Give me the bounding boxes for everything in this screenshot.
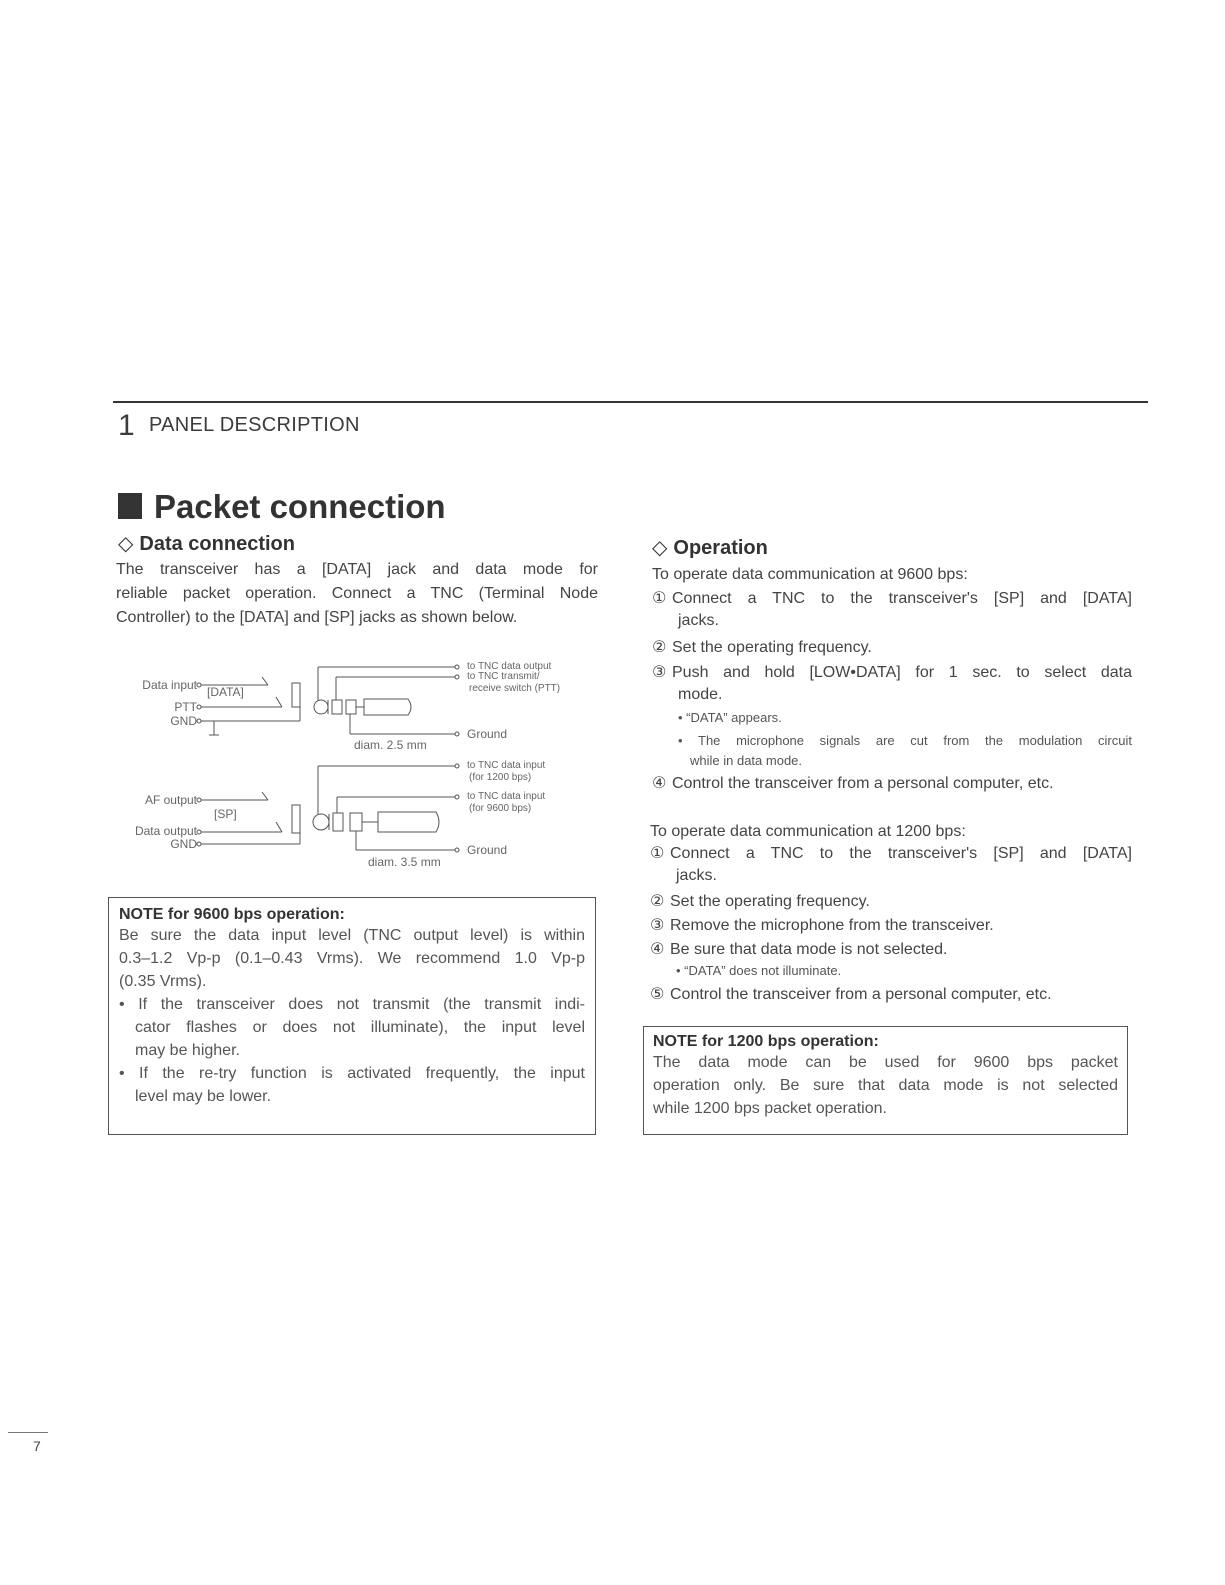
note-9600-line: Be sure the data input level (TNC output level) is within xyxy=(119,927,585,944)
note-9600-line: (0.35 Vrms). xyxy=(119,973,207,990)
diagram-plug-label: diam. 3.5 mm xyxy=(368,855,441,869)
diagram-plug-label: diam. 2.5 mm xyxy=(354,738,427,752)
diagram-label: (for 9600 bps) xyxy=(469,803,532,814)
diagram-label: GND xyxy=(170,837,197,851)
section-title-text: Packet connection xyxy=(154,488,446,525)
diamond-icon: ◇ xyxy=(118,533,134,555)
page-number-rule xyxy=(8,1432,48,1433)
note-9600-bullet: may be higher. xyxy=(135,1042,240,1059)
chapter-heading xyxy=(118,409,360,443)
diagram-label: Data input xyxy=(142,678,197,692)
step-item-cont: jacks. xyxy=(676,867,717,884)
step-item: ② Set the operating frequency. xyxy=(652,639,872,656)
note-9600-bullet: cator flashes or does not illuminate), the input level xyxy=(135,1019,585,1036)
page-number: 7 xyxy=(33,1438,41,1454)
para-line: The transceiver has a [DATA] jack and data mode for xyxy=(116,561,598,578)
para-line: Controller) to the [DATA] and [SP] jacks as shown below. xyxy=(116,609,518,626)
diagram-jack-label: [SP] xyxy=(214,807,237,821)
note-9600-title: NOTE for 9600 bps operation: xyxy=(119,906,345,923)
step-item: ① Connect a TNC to the transceiver's [SP] and [DATA] xyxy=(650,845,1132,862)
step-item-cont: mode. xyxy=(678,686,723,703)
diagram-label: Data output xyxy=(134,824,197,838)
note-9600-bullet: level may be lower. xyxy=(135,1088,272,1105)
step-item: ① Connect a TNC to the transceiver's [SP] and [DATA] xyxy=(652,590,1132,607)
diagram-label: to TNC data input xyxy=(467,791,546,802)
diagram-label: Ground xyxy=(467,843,508,857)
note-1200-box xyxy=(643,1026,1128,1135)
step-item: ④ Be sure that data mode is not selected. xyxy=(650,941,948,958)
section-title xyxy=(118,488,446,526)
wiring-diagram xyxy=(110,655,610,885)
diagram-label: Ground xyxy=(467,727,508,741)
diagram-label: to TNC data output xyxy=(467,661,552,672)
chapter-number: 1 xyxy=(118,409,135,442)
note-1200-line: The data mode can be used for 9600 bps packet xyxy=(653,1054,1118,1071)
diagram-jack-label: [DATA] xyxy=(207,685,244,699)
steps-1200 xyxy=(650,843,1132,1006)
operation-intro-1200: To operate data communication at 1200 bps: xyxy=(650,823,966,840)
data-connection-title: ◇ Data connection xyxy=(118,533,295,555)
note-1200-line: operation only. Be sure that data mode is not selected xyxy=(653,1077,1118,1094)
step-bullet: • “DATA” appears. xyxy=(678,710,782,725)
step-item: ④ Control the transceiver from a personal computer, etc. xyxy=(652,775,1054,792)
note-9600-bullet: • If the re-try function is activated frequently, the input xyxy=(119,1065,585,1082)
step-bullet: • The microphone signals are cut from the modulation circuit xyxy=(678,733,1132,748)
header-rule xyxy=(113,401,1148,403)
note-9600-box xyxy=(108,897,596,1135)
note-1200-title: NOTE for 1200 bps operation: xyxy=(653,1033,879,1050)
diagram-label: AF output xyxy=(144,793,197,807)
step-bullet: while in data mode. xyxy=(690,753,803,768)
step-item: ③ Push and hold [LOW•DATA] for 1 sec. to select data xyxy=(652,664,1132,681)
chapter-title: PANEL DESCRIPTION xyxy=(149,414,360,436)
step-item: ⑤ Control the transceiver from a personal computer, etc. xyxy=(650,986,1052,1003)
diagram-label: to TNC transmit/ xyxy=(467,671,540,682)
operation-intro-9600: To operate data communication at 9600 bps: xyxy=(652,566,968,583)
note-9600-bullet: • If the transceiver does not transmit (the transmit indi- xyxy=(119,996,585,1013)
note-9600-line: 0.3–1.2 Vp-p (0.1–0.43 Vrms). We recommend 1.0 Vp-p xyxy=(119,950,585,967)
diagram-label: receive switch (PTT) xyxy=(469,683,561,694)
note-1200-line: while 1200 bps packet operation. xyxy=(653,1100,887,1117)
steps-9600 xyxy=(652,588,1132,795)
diagram-label: to TNC data input xyxy=(467,760,546,771)
operation-title: ◇ Operation xyxy=(652,537,768,559)
para-line: reliable packet operation. Connect a TNC (Terminal Node xyxy=(116,585,598,602)
diagram-label: PTT xyxy=(174,700,197,714)
step-bullet: • “DATA” does not illuminate. xyxy=(676,963,842,978)
diamond-icon: ◇ xyxy=(652,537,668,559)
diagram-label: (for 1200 bps) xyxy=(469,772,532,783)
diagram-label: GND xyxy=(170,714,197,728)
data-connection-text xyxy=(116,558,598,630)
step-item: ② Set the operating frequency. xyxy=(650,893,870,910)
step-item: ③ Remove the microphone from the transceiver. xyxy=(650,917,994,934)
step-item-cont: jacks. xyxy=(678,612,719,629)
square-bullet-icon xyxy=(118,493,142,519)
